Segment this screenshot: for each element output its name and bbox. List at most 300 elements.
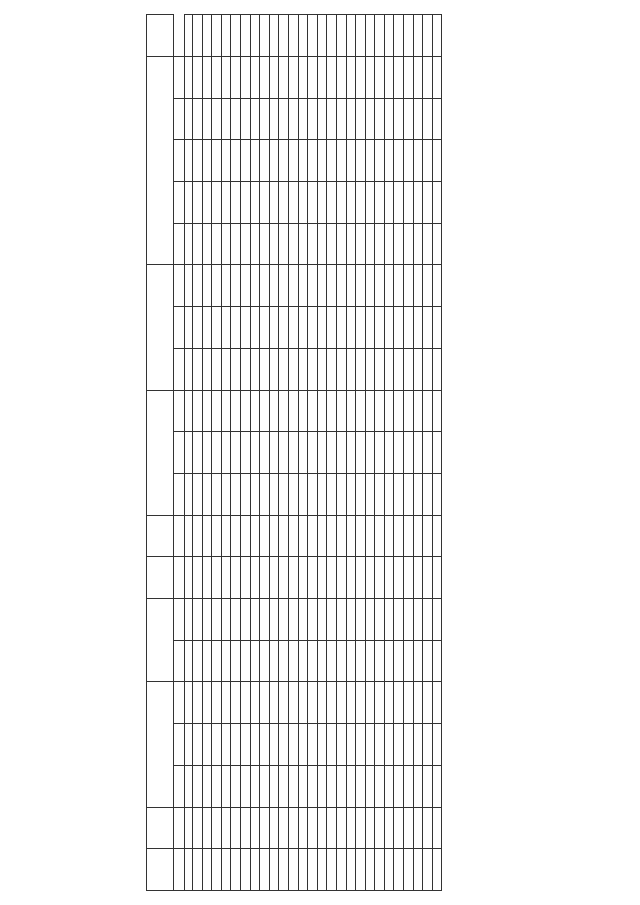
table-cell	[327, 765, 337, 807]
table-cell	[384, 348, 394, 390]
table-cell	[221, 348, 231, 390]
table-cell	[269, 140, 279, 182]
table-cell	[365, 599, 375, 641]
table-cell	[365, 98, 375, 140]
table-cell	[193, 515, 203, 557]
table-row	[193, 15, 203, 891]
table-cell	[202, 15, 212, 57]
table-cell	[317, 390, 327, 432]
table-cell	[288, 182, 298, 224]
column-number-cell	[185, 473, 193, 515]
column-number-cell	[185, 807, 193, 849]
column-number-cell	[185, 140, 193, 182]
table-cell	[279, 599, 289, 641]
table-cell	[346, 473, 356, 515]
table-cell	[298, 682, 308, 724]
table-cell	[231, 724, 241, 766]
table-cell	[404, 98, 414, 140]
table-cell	[365, 682, 375, 724]
table-cell	[240, 640, 250, 682]
address-cell	[279, 807, 289, 849]
table-cell	[298, 307, 308, 349]
table-cell	[384, 265, 394, 307]
table-cell	[404, 432, 414, 474]
table-cell	[231, 557, 241, 599]
table-cell	[375, 307, 385, 349]
table-cell	[413, 849, 423, 891]
table-cell	[375, 348, 385, 390]
address-cell	[250, 807, 260, 849]
table-cell	[193, 765, 203, 807]
table-cell	[269, 223, 279, 265]
table-cell	[327, 56, 337, 98]
table-cell	[432, 348, 442, 390]
table-cell	[356, 265, 366, 307]
table-cell	[327, 473, 337, 515]
table-cell	[193, 557, 203, 599]
table-cell	[432, 98, 442, 140]
table-cell	[193, 849, 203, 891]
table-row	[413, 15, 423, 891]
table-row	[279, 15, 289, 891]
table-cell	[212, 515, 222, 557]
table-cell	[288, 15, 298, 57]
table-cell	[269, 515, 279, 557]
header-cell	[174, 223, 185, 265]
table-cell	[336, 640, 346, 682]
table-cell	[308, 140, 318, 182]
table-cell	[212, 265, 222, 307]
header-cell	[174, 98, 185, 140]
housing-table	[146, 14, 442, 891]
table-cell	[269, 182, 279, 224]
table-cell	[231, 15, 241, 57]
table-cell	[356, 557, 366, 599]
table-cell	[260, 390, 270, 432]
table-cell	[356, 640, 366, 682]
table-cell	[240, 724, 250, 766]
column-number-cell	[185, 849, 193, 891]
header-cell	[174, 140, 185, 182]
table-row	[317, 15, 327, 891]
table-cell	[404, 182, 414, 224]
table-cell	[394, 56, 404, 98]
table-cell	[221, 849, 231, 891]
table-cell	[279, 223, 289, 265]
table-cell	[317, 348, 327, 390]
table-cell	[432, 182, 442, 224]
table-cell	[221, 265, 231, 307]
table-cell	[394, 599, 404, 641]
table-cell	[250, 56, 260, 98]
table-cell	[279, 265, 289, 307]
table-cell	[260, 307, 270, 349]
table-cell	[288, 140, 298, 182]
table-cell	[384, 599, 394, 641]
table-cell	[202, 765, 212, 807]
table-cell	[288, 557, 298, 599]
table-cell	[384, 557, 394, 599]
table-row	[375, 15, 385, 891]
table-cell	[260, 223, 270, 265]
table-cell	[394, 849, 404, 891]
table-cell	[336, 140, 346, 182]
table-cell	[356, 140, 366, 182]
header-cell	[174, 640, 185, 682]
table-cell	[202, 724, 212, 766]
table-cell	[298, 98, 308, 140]
table-cell	[231, 265, 241, 307]
table-cell	[336, 265, 346, 307]
address-cell	[384, 807, 394, 849]
table-cell	[423, 432, 433, 474]
table-cell	[327, 515, 337, 557]
table-cell	[404, 682, 414, 724]
table-cell	[346, 307, 356, 349]
header-cell	[174, 56, 185, 98]
table-cell	[375, 140, 385, 182]
table-cell	[365, 265, 375, 307]
title-line	[88, 40, 96, 865]
table-cell	[231, 348, 241, 390]
table-cell	[221, 765, 231, 807]
table-row	[308, 15, 318, 891]
table-cell	[413, 98, 423, 140]
table-cell	[365, 307, 375, 349]
table-cell	[250, 432, 260, 474]
table-cell	[202, 557, 212, 599]
table-cell	[394, 15, 404, 57]
table-cell	[260, 640, 270, 682]
table-row	[231, 15, 241, 891]
table-cell	[212, 98, 222, 140]
table-cell	[288, 599, 298, 641]
table-cell	[279, 390, 289, 432]
table-cell	[384, 15, 394, 57]
table-cell	[193, 390, 203, 432]
table-cell	[240, 140, 250, 182]
table-cell	[432, 307, 442, 349]
table-cell	[221, 182, 231, 224]
table-cell	[221, 557, 231, 599]
table-cell	[298, 515, 308, 557]
table-cell	[240, 515, 250, 557]
table-cell	[308, 724, 318, 766]
table-cell	[317, 307, 327, 349]
table-cell	[279, 765, 289, 807]
table-cell	[423, 140, 433, 182]
address-cell	[231, 807, 241, 849]
table-cell	[327, 432, 337, 474]
table-cell	[308, 640, 318, 682]
table-cell	[298, 223, 308, 265]
table-cell	[260, 473, 270, 515]
table-cell	[231, 223, 241, 265]
address-cell	[336, 807, 346, 849]
table-cell	[404, 724, 414, 766]
table-cell	[432, 56, 442, 98]
table-cell	[327, 599, 337, 641]
address-cell	[317, 807, 327, 849]
table-cell	[269, 15, 279, 57]
table-cell	[193, 348, 203, 390]
table-cell	[260, 182, 270, 224]
table-cell	[365, 515, 375, 557]
table-row	[336, 15, 346, 891]
table-cell	[384, 390, 394, 432]
table-cell	[260, 682, 270, 724]
table-cell	[193, 724, 203, 766]
table-cell	[202, 390, 212, 432]
table-cell	[250, 223, 260, 265]
table-cell	[240, 182, 250, 224]
table-cell	[288, 473, 298, 515]
table-cell	[269, 98, 279, 140]
table-cell	[423, 15, 433, 57]
table-cell	[327, 15, 337, 57]
table-cell	[279, 432, 289, 474]
table-cell	[317, 223, 327, 265]
table-cell	[336, 557, 346, 599]
table-cell	[193, 223, 203, 265]
table-cell	[298, 15, 308, 57]
table-cell	[356, 98, 366, 140]
table-cell	[365, 724, 375, 766]
address-cell	[288, 807, 298, 849]
table-cell	[336, 849, 346, 891]
column-number-cell	[185, 98, 193, 140]
table-cell	[298, 724, 308, 766]
table-cell	[404, 599, 414, 641]
table-row	[327, 15, 337, 891]
table-cell	[308, 390, 318, 432]
table-cell	[240, 473, 250, 515]
table-cell	[346, 390, 356, 432]
table-cell	[413, 473, 423, 515]
table-cell	[327, 390, 337, 432]
table-cell	[413, 515, 423, 557]
table-cell	[212, 348, 222, 390]
table-cell	[250, 682, 260, 724]
table-cell	[231, 432, 241, 474]
table-cell	[193, 599, 203, 641]
table-cell	[336, 473, 346, 515]
table-row	[432, 15, 442, 891]
address-cell	[193, 807, 203, 849]
table-cell	[356, 515, 366, 557]
table-cell	[202, 223, 212, 265]
table-cell	[250, 849, 260, 891]
column-number-cell	[185, 765, 193, 807]
table-cell	[317, 599, 327, 641]
table-cell	[317, 98, 327, 140]
table-cell	[260, 849, 270, 891]
table-cell	[298, 56, 308, 98]
address-cell	[240, 807, 250, 849]
table-cell	[394, 265, 404, 307]
table-cell	[394, 515, 404, 557]
table-cell	[394, 182, 404, 224]
table-cell	[432, 682, 442, 724]
table-cell	[327, 307, 337, 349]
table-cell	[240, 765, 250, 807]
table-cell	[288, 390, 298, 432]
table-cell	[240, 682, 250, 724]
header-cell	[174, 348, 185, 390]
header-group-cell	[147, 56, 174, 265]
table-cell	[423, 557, 433, 599]
table-cell	[279, 849, 289, 891]
table-cell	[231, 390, 241, 432]
table-cell	[240, 599, 250, 641]
table-cell	[250, 724, 260, 766]
table-cell	[288, 223, 298, 265]
table-cell	[279, 473, 289, 515]
column-number-cell	[185, 182, 193, 224]
address-cell	[327, 807, 337, 849]
table-cell	[308, 265, 318, 307]
table-cell	[193, 56, 203, 98]
table-cell	[269, 849, 279, 891]
housing-table-wrapper	[146, 14, 626, 891]
table-cell	[413, 640, 423, 682]
table-cell	[365, 432, 375, 474]
table-row	[202, 15, 212, 891]
column-number-cell	[185, 265, 193, 307]
table-cell	[346, 640, 356, 682]
table-cell	[221, 682, 231, 724]
address-cell	[404, 807, 414, 849]
table-cell	[298, 182, 308, 224]
table-cell	[212, 557, 222, 599]
table-cell	[212, 56, 222, 98]
table-cell	[240, 557, 250, 599]
table-cell	[212, 223, 222, 265]
appendix-line	[56, 28, 62, 328]
table-cell	[365, 849, 375, 891]
header-cell	[174, 390, 185, 432]
table-cell	[221, 640, 231, 682]
table-cell	[288, 724, 298, 766]
column-number-cell	[185, 682, 193, 724]
table-row	[269, 15, 279, 891]
table-cell	[346, 15, 356, 57]
header-group-cell	[147, 807, 174, 849]
table-cell	[298, 849, 308, 891]
table-cell	[308, 515, 318, 557]
table-cell	[336, 515, 346, 557]
table-cell	[327, 140, 337, 182]
table-cell	[423, 515, 433, 557]
table-cell	[413, 432, 423, 474]
table-cell	[269, 724, 279, 766]
table-cell	[384, 56, 394, 98]
column-number-cell	[185, 432, 193, 474]
table-cell	[250, 765, 260, 807]
table-cell	[432, 15, 442, 57]
table-cell	[250, 640, 260, 682]
table-cell	[221, 56, 231, 98]
table-cell	[327, 98, 337, 140]
table-row	[298, 15, 308, 891]
table-cell	[317, 140, 327, 182]
table-cell	[346, 348, 356, 390]
table-cell	[212, 640, 222, 682]
table-cell	[356, 682, 366, 724]
table-cell	[423, 223, 433, 265]
table-cell	[279, 515, 289, 557]
table-cell	[279, 640, 289, 682]
table-cell	[288, 307, 298, 349]
table-cell	[432, 515, 442, 557]
table-cell	[231, 765, 241, 807]
table-cell	[394, 557, 404, 599]
table-cell	[423, 265, 433, 307]
header-cell	[174, 682, 185, 724]
table-cell	[193, 682, 203, 724]
table-cell	[221, 15, 231, 57]
table-cell	[336, 98, 346, 140]
table-cell	[308, 473, 318, 515]
table-cell	[269, 56, 279, 98]
table-cell	[308, 307, 318, 349]
table-cell	[288, 265, 298, 307]
table-cell	[279, 15, 289, 57]
table-cell	[375, 724, 385, 766]
table-cell	[404, 307, 414, 349]
table-cell	[240, 348, 250, 390]
table-cell	[221, 473, 231, 515]
table-cell	[375, 557, 385, 599]
table-cell	[432, 432, 442, 474]
table-cell	[308, 765, 318, 807]
table-cell	[317, 849, 327, 891]
table-cell	[327, 265, 337, 307]
table-cell	[423, 98, 433, 140]
table-cell	[365, 56, 375, 98]
table-cell	[327, 223, 337, 265]
header-cell	[174, 557, 185, 599]
table-row	[384, 15, 394, 891]
table-cell	[432, 390, 442, 432]
table-cell	[308, 56, 318, 98]
table-cell	[221, 307, 231, 349]
table-cell	[394, 98, 404, 140]
table-cell	[423, 765, 433, 807]
table-cell	[394, 724, 404, 766]
table-cell	[346, 682, 356, 724]
table-cell	[404, 557, 414, 599]
table-cell	[269, 348, 279, 390]
table-cell	[308, 348, 318, 390]
table-cell	[250, 557, 260, 599]
table-row	[288, 15, 298, 891]
table-cell	[375, 56, 385, 98]
table-cell	[279, 348, 289, 390]
table-cell	[231, 640, 241, 682]
table-cell	[375, 515, 385, 557]
table-cell	[308, 849, 318, 891]
address-cell	[423, 807, 433, 849]
table-cell	[336, 390, 346, 432]
table-cell	[413, 265, 423, 307]
header-cell	[174, 849, 185, 891]
column-number-cell	[185, 15, 193, 57]
table-cell	[413, 348, 423, 390]
table-row	[365, 15, 375, 891]
table-cell	[212, 390, 222, 432]
table-cell	[346, 56, 356, 98]
